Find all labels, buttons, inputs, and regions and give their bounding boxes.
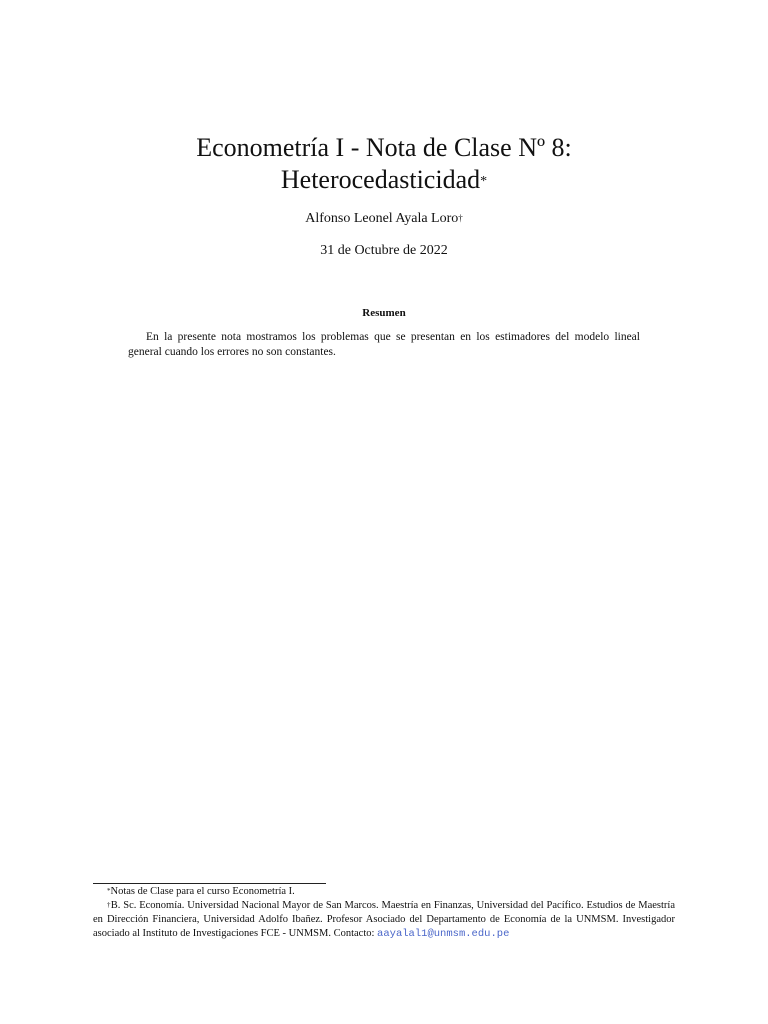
author-footnote-mark: † xyxy=(458,213,463,223)
abstract-body: En la presente nota mostramos los problemas que se presentan en los estimadores del modelo lineal general cuando los errores no son constantes. xyxy=(128,331,640,358)
title-line-2: Heterocedasticidad xyxy=(280,165,481,194)
author-line xyxy=(0,210,768,228)
contact-email-link[interactable]: aayalal1@unmsm.edu.pe xyxy=(377,928,510,940)
footnotes xyxy=(93,885,675,941)
footnote-1-mark: * xyxy=(107,887,111,895)
title-footnote-mark: * xyxy=(480,174,488,189)
footnote-2-mark: † xyxy=(107,901,111,909)
paper-date: 31 de Octubre de 2022 xyxy=(320,243,448,258)
paper-title xyxy=(0,132,768,196)
author-name: Alfonso Leonel Ayala Loro xyxy=(305,211,459,226)
title-line-1: Econometría I - Nota de Clase Nº 8: xyxy=(196,133,572,162)
footnote-2-text: B. Sc. Economía. Universidad Nacional Mayor de San Marcos. Maestría en Finanzas, Universidad del Pacífico. Estudios de Maestría en Dirección Financiera, Universidad Adolfo Ibañez. Profesor Asociado del Departamento de Economía de la UNMSM. Investigador asociado al Instituto de Investigaciones FCE - UNMSM. Contacto: xyxy=(93,900,675,939)
footnote-divider xyxy=(93,883,326,884)
abstract-heading: Resumen xyxy=(362,307,406,319)
footnote-1-text: Notas de Clase para el curso Econometría I. xyxy=(110,886,295,897)
footnote-2 xyxy=(93,899,675,941)
footnote-1 xyxy=(93,885,675,899)
